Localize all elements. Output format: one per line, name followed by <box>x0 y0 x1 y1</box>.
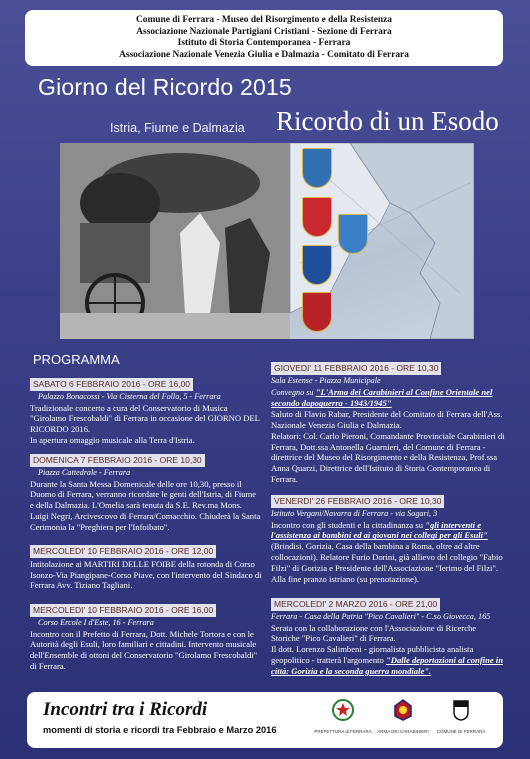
event-place: Corso Ercole I d'Este, 16 - Ferrara <box>38 617 154 627</box>
event-place: Piazza Cattedrale - Ferrara <box>38 467 131 477</box>
event-date: SABATO 6 FEBBRAIO 2016 - ORE 16,00 <box>30 378 193 391</box>
italian-emblem-icon <box>332 698 354 722</box>
event-left-2 <box>30 454 262 533</box>
carabinieri-emblem-icon <box>392 698 414 722</box>
event-left-4 <box>30 604 262 672</box>
event-right-3 <box>271 598 505 677</box>
programma-heading: PROGRAMMA <box>33 352 120 367</box>
page-subtitle: Istria, Fiume e Dalmazia <box>110 121 245 135</box>
event-text: Serata con la collaborazione con l'Associazione di Ricerche Storiche "Pico Cavalieri" di Ferrara. <box>271 622 477 644</box>
event-highlight: "Dalle deportazioni al confine in città: Gorizia e la seconda guerra mondiale". <box>271 654 503 676</box>
event-topic <box>271 520 505 542</box>
logo-carabinieri <box>373 698 433 734</box>
event-topic <box>271 644 505 676</box>
photo-illustration <box>60 143 290 339</box>
event-intro: Incontro con gli studenti e la cittadinanza su <box>271 519 424 530</box>
event-place: Ferrara - Casa della Patria "Pico Cavalieri" - C.so Giovecca, 165 <box>271 611 491 621</box>
logo-comune <box>431 698 491 734</box>
event-text-2: Il dott. Lorenzo Salimbeni - giornalista pubblicista analista geopolitico - tratterà l'argomento <box>271 644 474 665</box>
logo-label: COMUNE DI FERRARA <box>436 729 486 734</box>
event-place: Istituto Vergani/Navarra di Ferrara - via Sogari, 3 <box>271 508 438 518</box>
page-title: Giorno del Ricordo 2015 <box>38 74 292 100</box>
event-text: Saluto di Flavio Rabar, Presidente del Comitato di Ferrara dell'Ass. Nazionale Venezia Giulia e Dalmazia. <box>271 409 503 430</box>
event-place: Palazzo Bonacossi - Via Cisterna del Follo, 5 - Ferrara <box>38 391 221 401</box>
organizations-box <box>25 10 503 66</box>
footer-subtitle: momenti di storia e ricordi tra Febbraio e Marzo 2016 <box>43 725 277 735</box>
event-intro: Convegno su <box>271 387 314 397</box>
org-line: Comune di Ferrara - Museo del Risorgimento e della Resistenza <box>136 15 392 25</box>
page-subtitle-exodus: Ricordo di un Esodo <box>276 106 499 136</box>
event-date: DOMENICA 7 FEBBRAIO 2016 - ORE 10,30 <box>30 454 205 467</box>
event-text: Intitolazione ai MARTIRI DELLE FOIBE della rotonda di Corso Isonzo-Via Piangipane-Corso Piave, con l'intervento del Sindaco di Ferrara Avv. Tiziano Tagliani. <box>30 558 262 591</box>
event-date: MERCOLEDI' 10 FEBBRAIO 2016 - ORE 12,00 <box>30 545 216 558</box>
logo-prefettura <box>313 698 373 734</box>
logo-label: PREFETTURA di FERRARA <box>314 729 372 734</box>
footer-box <box>27 692 503 748</box>
event-right-1 <box>271 362 505 485</box>
crest-dalmazia-icon <box>338 214 368 254</box>
event-highlight: "L'Arma dei Carabinieri al Confine Orientale nel secondo dopoguerra - 1943/1945" <box>271 386 493 409</box>
event-left-3 <box>30 545 262 591</box>
event-text: (Brindisi, Gorizia, Casa della bambina a Roma, oltre ad altre collocazioni). Relatore Furio Dorini, già allievo del collegio "Fabio Filzi" di Gorizia e Presidente dell'Associazione "Ierimo del Filzi". Alla fine pranzo istriano (su prenotazione). <box>271 541 503 584</box>
org-line: Istituto di Storia Contemporanea - Ferrara <box>177 38 351 49</box>
event-text: Tradizionale concerto a cura del Conservatorio di Musica "Girolamo Frescobaldi" di Ferrara in occasione del GIORNO DEL RICORDO 2016. <box>30 402 260 435</box>
event-topic <box>271 387 505 410</box>
event-date: GIOVEDI' 11 FEBBRAIO 2016 - ORE 10,30 <box>271 362 441 375</box>
event-date: VENERDI' 26 FEBBRAIO 2016 - ORE 10,30 <box>271 495 444 508</box>
event-date: MERCOLEDI' 10 FEBBRAIO 2016 - ORE 16,00 <box>30 604 216 617</box>
event-text: Incontro con il Prefetto di Ferrara, Dott. Michele Tortora e con le Autorità degli Esuli, loro familiari e cittadini. Intervento musicale dell'Ensemble di ottoni del Conservatorio "Girolamo Frescobaldi" di Ferrara. <box>30 628 258 671</box>
org-line: Associazione Nazionale Partigiani Cristiani - Sezione di Ferrara <box>136 26 392 37</box>
event-place: Sala Estense - Piazza Municipale <box>271 375 381 385</box>
logo-label: ARMA DEI CARABINIERI <box>377 729 429 734</box>
event-left-1 <box>30 378 262 446</box>
footer-title: Incontri tra i Ricordi <box>43 699 208 720</box>
event-right-2 <box>271 495 505 584</box>
crest-red-icon <box>302 292 332 332</box>
ferrara-crest-icon <box>450 698 472 722</box>
event-text-2: In apertura omaggio musicale alla Terra d'Istria. <box>30 434 195 445</box>
event-date: MERCOLEDI' 2 MARZO 2016 - ORE 21,00 <box>271 598 440 611</box>
event-text: Durante la Santa Messa Domenicale delle ore 10,30, presso il Duomo di Ferrara, verranno ricordate le genti dell'Istria, di Fiume e della Dalmazia. L'Omelia sarà tenuta da S.E. Rev.ma Mons. Luigi Negri, Arcivescovo di Ferrara/Comacchio. Chiuderà la Santa Cerimonia la "Preghiera per l'Infoibato". <box>30 478 261 532</box>
org-line: Associazione Nazionale Venezia Giulia e Dalmazia - Comitato di Ferrara <box>119 49 409 60</box>
crest-fiume-icon <box>302 197 332 237</box>
event-text-2: Relatori: Col. Carlo Pieroni, Comandante Provinciale Carabinieri di Ferrara, Dott.ssa Antonella Guarnieri, del Comune di Ferrara - direttrice del Museo del Risorgimento e della Resistenza, Prof.ssa Anna Quarzi, Direttrice dell'Istituto di Storia Contemporanea di Ferrara. <box>271 430 505 484</box>
historic-photo <box>60 143 290 339</box>
crest-blue-icon <box>302 245 332 285</box>
event-highlight: "gli interventi e l'assistenza ai bambini ed ai giovani nei collegi per gli Esuli" <box>271 519 488 541</box>
crest-istria-icon <box>302 148 332 188</box>
